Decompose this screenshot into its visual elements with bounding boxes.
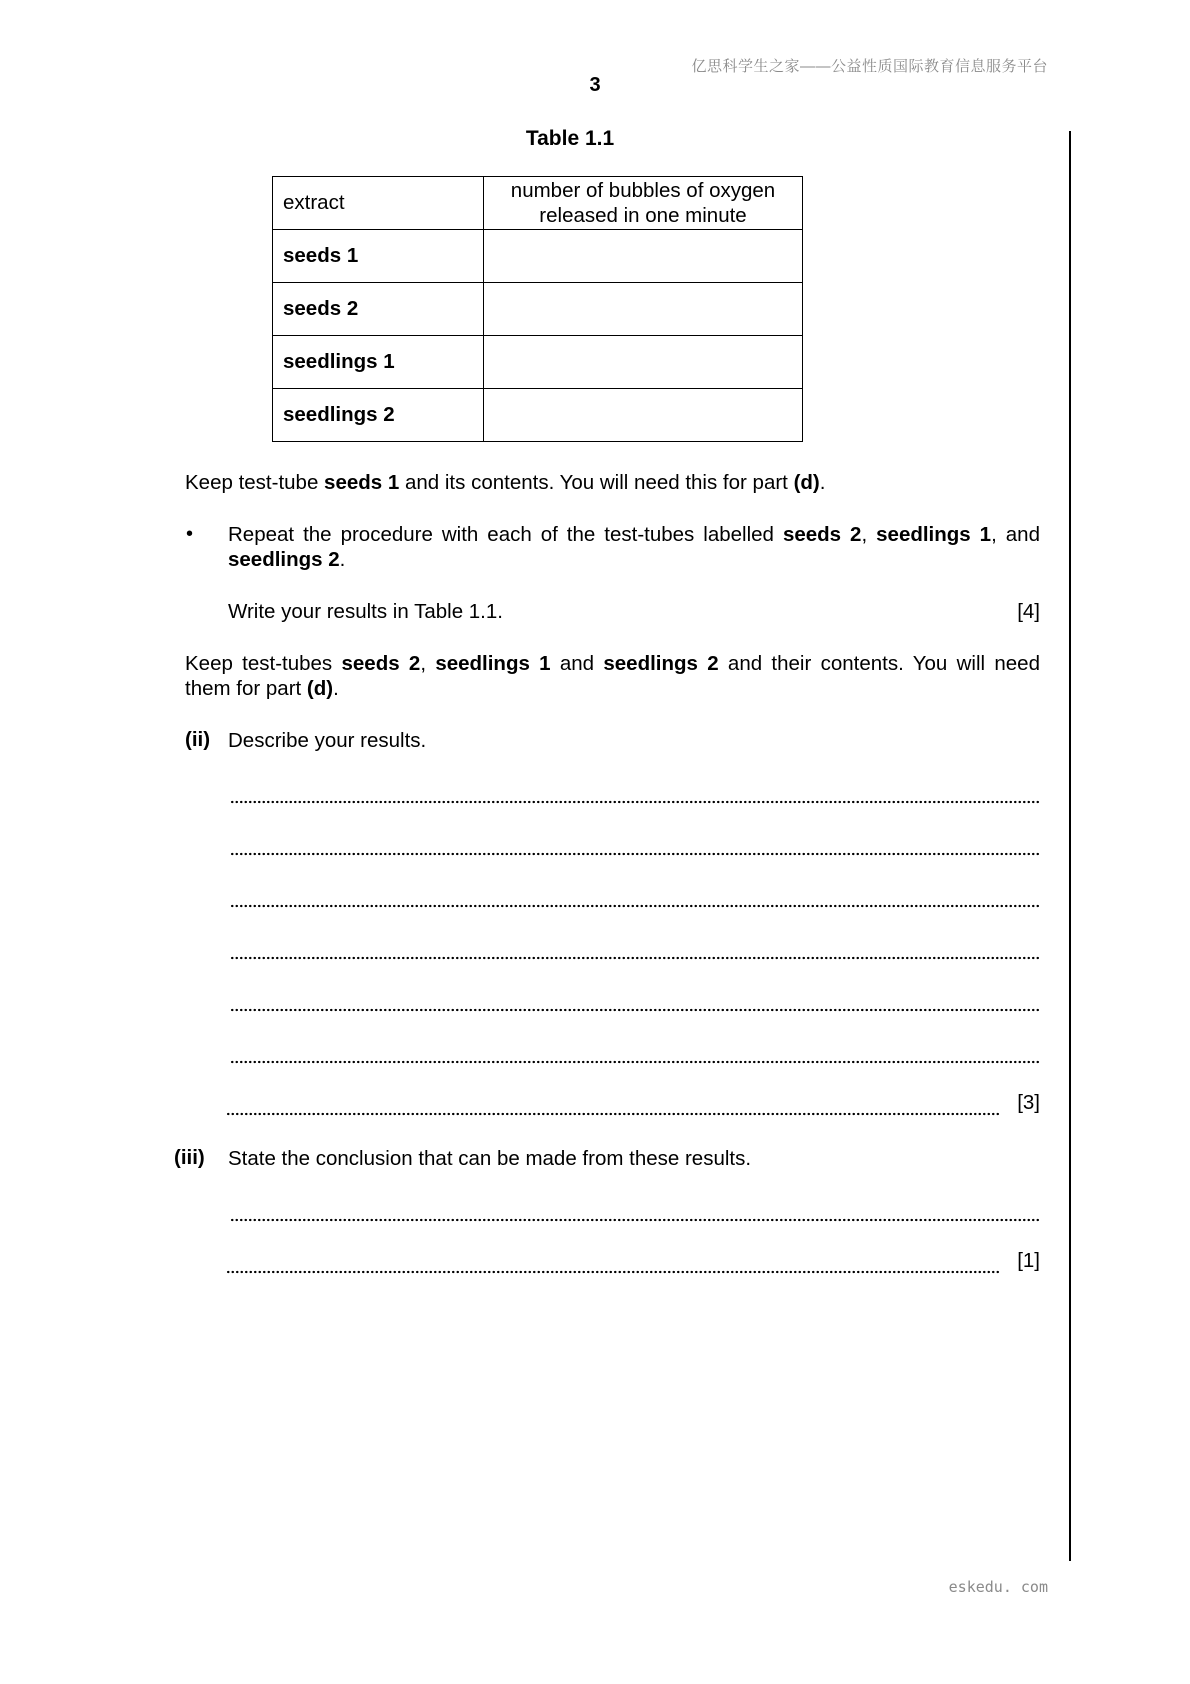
question-iii-label: (iii)	[174, 1146, 205, 1169]
row-extract: seeds 1	[273, 230, 484, 283]
answer-line[interactable]	[226, 1270, 1000, 1274]
footer-site: eskedu. com	[948, 1578, 1048, 1596]
results-table	[272, 176, 803, 442]
answer-line[interactable]	[230, 904, 1040, 908]
keep-seeds1-instruction: Keep test-tube seeds 1 and its contents. You will need this for part (d).	[185, 471, 826, 494]
table-row	[273, 336, 803, 389]
keep-tubes-instruction: Keep test-tubes seeds 2, seedlings 1 and seedlings 2 and their contents. You will need them for part (d).	[185, 652, 1040, 700]
table-title: Table 1.1	[525, 127, 615, 150]
header-watermark: 亿思科学生之家——公益性质国际教育信息服务平台	[691, 58, 1048, 75]
answer-line[interactable]	[226, 1112, 1000, 1116]
answer-line[interactable]	[230, 1008, 1040, 1012]
page-number: 3	[589, 74, 601, 96]
row-extract: seeds 2	[273, 283, 484, 336]
row-extract: seedlings 1	[273, 336, 484, 389]
row-extract: seedlings 2	[273, 389, 484, 442]
repeat-procedure-instruction: Repeat the procedure with each of the test-tubes labelled seeds 2, seedlings 1, and seedlings 2.	[228, 523, 1040, 571]
row-bubbles-cell[interactable]	[484, 389, 803, 442]
margin-line	[1069, 131, 1071, 1561]
question-ii-text: Describe your results.	[228, 729, 427, 752]
write-results-instruction: Write your results in Table 1.1.	[228, 600, 503, 623]
table-row	[273, 230, 803, 283]
row-bubbles-cell[interactable]	[484, 336, 803, 389]
answer-line[interactable]	[230, 852, 1040, 856]
answer-line[interactable]	[230, 800, 1040, 804]
row-bubbles-cell[interactable]	[484, 230, 803, 283]
answer-line[interactable]	[230, 956, 1040, 960]
table-row	[273, 283, 803, 336]
answer-line[interactable]	[230, 1060, 1040, 1064]
table-header-row	[273, 177, 803, 230]
row-bubbles-cell[interactable]	[484, 283, 803, 336]
marks-1: [1]	[1017, 1249, 1040, 1272]
table-row	[273, 389, 803, 442]
marks-3: [3]	[1017, 1091, 1040, 1114]
header-extract: extract	[273, 177, 484, 230]
bullet-icon: •	[186, 523, 194, 545]
question-ii-label: (ii)	[185, 728, 211, 751]
question-iii-text: State the conclusion that can be made from these results.	[228, 1147, 752, 1170]
answer-line[interactable]	[230, 1218, 1040, 1222]
header-bubbles: number of bubbles of oxygen released in one minute	[484, 177, 803, 230]
marks-4: [4]	[1017, 600, 1040, 623]
